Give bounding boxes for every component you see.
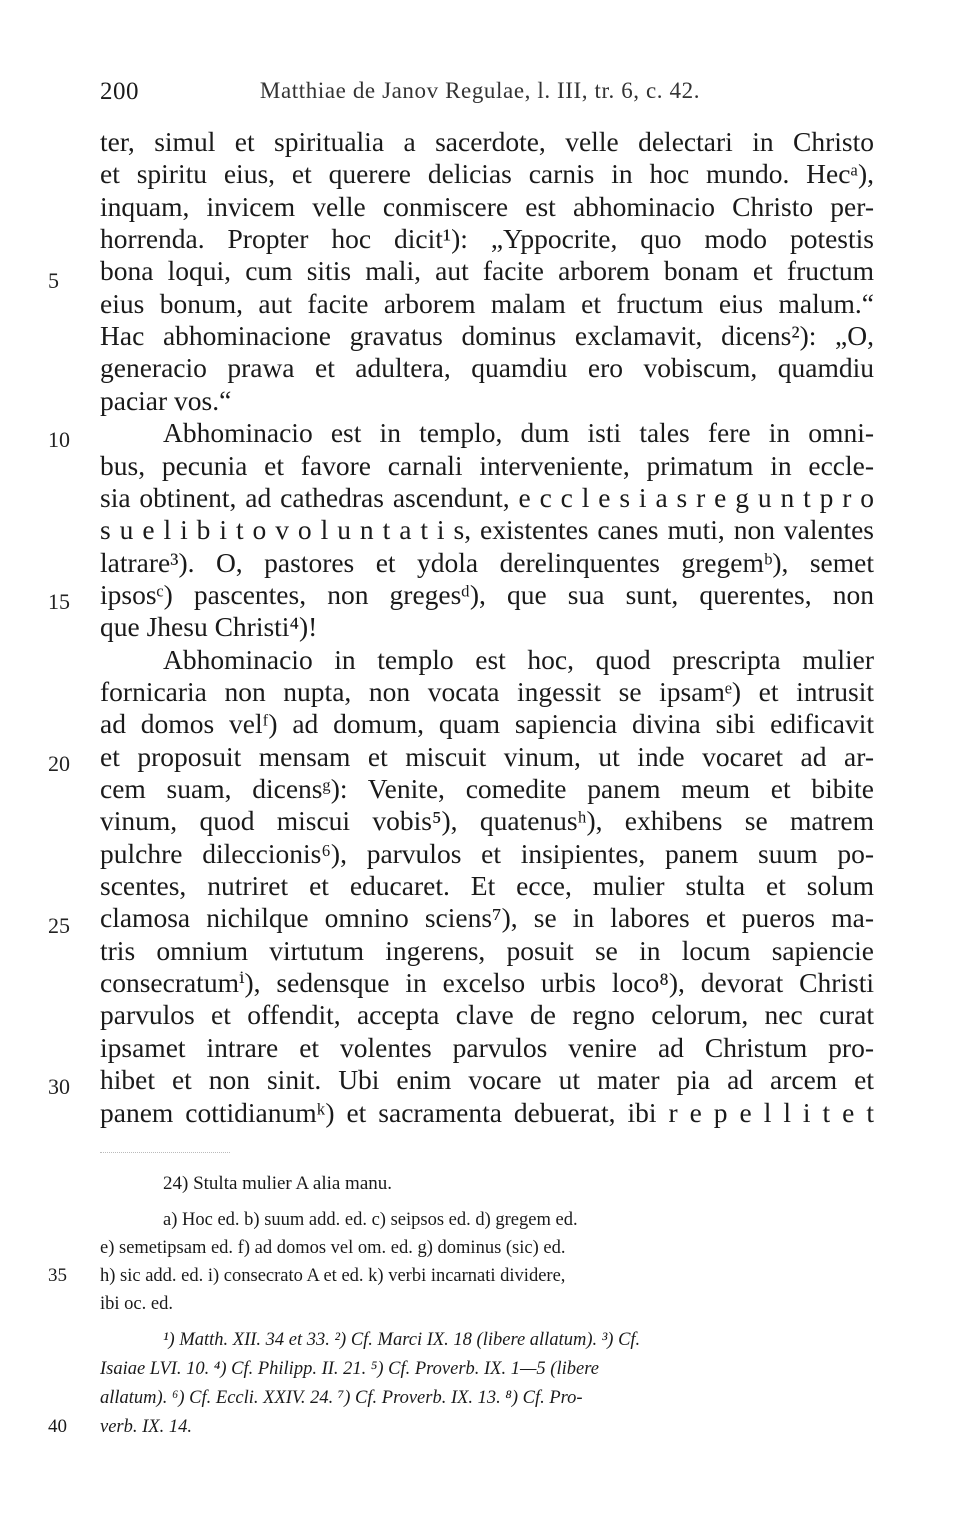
text-line: sia obtinent, ad cathedras ascendunt, e c c l e s i a s r e g u n t p r o	[100, 481, 874, 513]
text-line: clamosa nichilque omnino sciens⁷), se in labores et pueros ma-	[100, 902, 874, 934]
line-number: 10	[48, 427, 70, 452]
text-line: panem cottidianumᵏ) et sacramenta debuerat, ibi r e p e l l i t e t	[100, 1096, 874, 1128]
marginal-note: 24) Stulta mulier A alia manu.	[163, 1173, 393, 1194]
source-note: verb. IX. 14.	[100, 1417, 192, 1437]
running-head: Matthiae de Janov Regulae, l. III, tr. 6, c. 42.	[259, 78, 701, 103]
page-number: 200	[100, 78, 139, 105]
text-line: Abhominacio est in templo, dum isti tales fere in omni-	[163, 417, 874, 449]
text-line: et spiritu eius, et querere delicias carnis in hoc mundo. Hecᵃ),	[100, 158, 874, 190]
line-number: 15	[48, 589, 70, 614]
text-line: que Jhesu Christi⁴)!	[100, 611, 318, 643]
line-number: 5	[48, 268, 59, 293]
text-line: latrare³). O, pastores et ydola derelinquentes gregemᵇ), semet	[100, 546, 874, 578]
text-line: Hac abhominacione gravatus dominus exclamavit, dicens²): „O,	[100, 320, 874, 352]
variant-note: e) semetipsam ed. f) ad domos vel om. ed. g) dominus (sic) ed.	[100, 1238, 566, 1258]
footnote-separator	[100, 1152, 230, 1154]
text-line: hibet et non sinit. Ubi enim vocare ut mater pia ad arcem et	[100, 1064, 874, 1096]
text-line: generacio prawa et adultera, quamdiu ero vobiscum, quamdiu	[100, 352, 874, 384]
line-number: 30	[48, 1074, 70, 1099]
line-number: 40	[48, 1416, 67, 1437]
text-line: fornicaria non nupta, non vocata ingessit se ipsamᵉ) et intrusit	[100, 675, 874, 707]
line-number: 20	[48, 751, 70, 776]
text-line: s u e l i b i t o v o l u n t a t i s, existentes canes muti, non valentes	[100, 514, 874, 546]
variant-note: h) sic add. ed. i) consecrato A et ed. k) verbi incarnati dividere,	[100, 1266, 566, 1286]
text-line: scentes, nutriret et educaret. Et ecce, mulier stulta et solum	[100, 870, 874, 902]
text-line: pulchre dileccionis⁶), parvulos et insipientes, panem suum po-	[100, 837, 874, 869]
text-line: ter, simul et spiritualia a sacerdote, velle delectari in Christo	[100, 126, 874, 157]
source-note: Isaiae LVI. 10. ⁴) Cf. Philipp. II. 21. ⁵) Cf. Proverb. IX. 1—5 (libere	[100, 1359, 599, 1379]
line-number: 35	[48, 1265, 67, 1286]
text-line: ad domos velᶠ) ad domum, quam sapiencia divina sibi edificavit	[100, 708, 874, 740]
text-line: ipsamet intrare et volentes parvulos venire ad Christum pro-	[100, 1031, 874, 1063]
variant-note: ibi oc. ed.	[100, 1294, 173, 1314]
source-note: ¹) Matth. XII. 34 et 33. ²) Cf. Marci IX. 18 (libere allatum). ³) Cf.	[163, 1330, 641, 1350]
text-line: vinum, quod miscui vobis⁵), quatenusʰ), exhibens se matrem	[100, 805, 874, 837]
text-line: bus, pecunia et favore carnali interveniente, primatum in eccle-	[100, 449, 874, 481]
text-line: horrenda. Propter hoc dicit¹): „Yppocrite, quo modo potestis	[100, 223, 874, 255]
text-line: cem suam, dicensᵍ): Venite, comedite panem meum et bibite	[100, 773, 874, 804]
text-line: ipsosᶜ) pascentes, non gregesᵈ), que sua sunt, querentes, non	[100, 578, 874, 610]
text-line: Abhominacio in templo est hoc, quod prescripta mulier	[163, 643, 874, 675]
text-line: consecratumⁱ), sedensque in excelso urbis loco⁸), devorat Christi	[100, 967, 874, 999]
text-line: paciar vos.“	[100, 384, 232, 416]
text-line: parvulos et offendit, accepta clave de regno celorum, nec curat	[100, 999, 874, 1031]
text-line: inquam, invicem velle conmiscere est abhominacio Christo per-	[100, 190, 874, 222]
line-number: 25	[48, 913, 70, 938]
text-line: eius bonum, aut facite arborem malam et fructum eius malum.“	[100, 287, 874, 319]
text-line: et proposuit mensam et miscuit vinum, ut inde vocaret ad ar-	[100, 740, 874, 772]
text-line: tris omnium virtutum ingerens, posuit se in locum sapiencie	[100, 934, 874, 966]
variant-note: a) Hoc ed. b) suum add. ed. c) seipsos ed. d) gregem ed.	[163, 1210, 578, 1230]
text-line: bona loqui, cum sitis mali, aut facite arborem bonam et fructum	[100, 255, 874, 287]
source-note: allatum). ⁶) Cf. Eccli. XXIV. 24. ⁷) Cf. Proverb. IX. 13. ⁸) Cf. Pro-	[100, 1388, 583, 1408]
